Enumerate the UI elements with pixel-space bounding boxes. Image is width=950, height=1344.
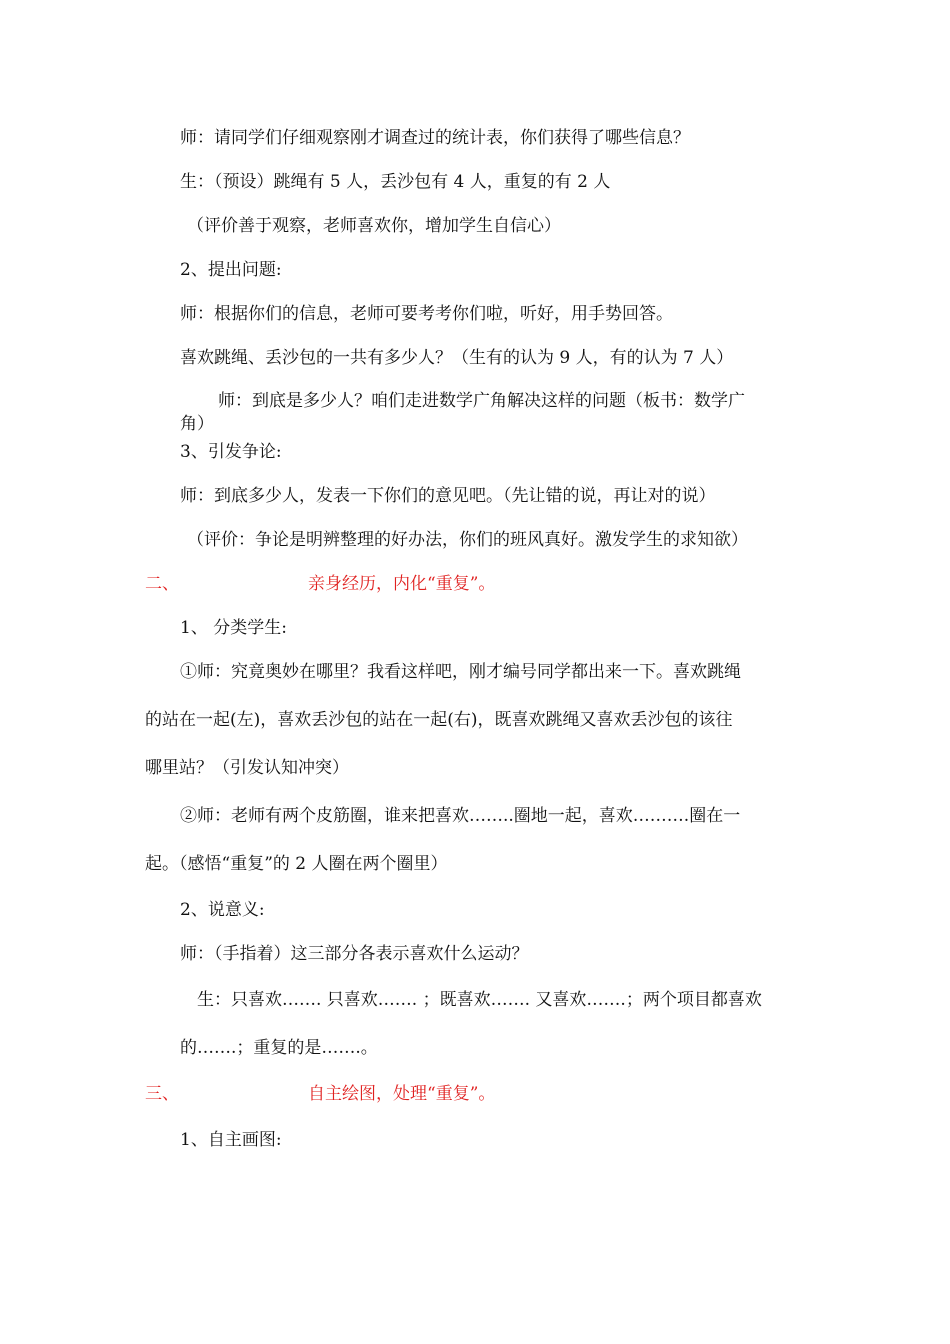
subheading-ask-question: 2、提出问题: bbox=[180, 260, 282, 280]
section-number-two: 二、 bbox=[145, 574, 179, 594]
paragraph-evaluation: （评价善于观察，老师喜欢你，增加学生自信心） bbox=[187, 216, 561, 236]
section-title-two: 亲身经历，内化“重复”。 bbox=[308, 574, 496, 594]
paragraph-evaluation-debate: （评价：争论是明辨整理的好办法，你们的班风真好。激发学生的求知欲） bbox=[187, 530, 748, 550]
paragraph-math-corner: 师：到底是多少人？咱们走进数学广角解决这样的问题（板书：数学广 bbox=[218, 391, 745, 411]
paragraph-three-parts: 师：（手指着）这三部分各表示喜欢什么运动？ bbox=[180, 944, 529, 964]
paragraph-mystery: ①师：究竟奥妙在哪里？我看这样吧，刚才编号同学都出来一下。喜欢跳绳 bbox=[180, 662, 741, 682]
paragraph-how-many: 喜欢跳绳、丢沙包的一共有多少人？（生有的认为 9 人，有的认为 7 人） bbox=[180, 348, 734, 368]
subheading-debate: 3、引发争论: bbox=[180, 442, 282, 462]
paragraph-teacher-test: 师：根据你们的信息，老师可要考考你们啦，听好，用手势回答。 bbox=[180, 304, 673, 324]
subheading-classify: 1、 分类学生: bbox=[180, 618, 287, 638]
section-title-three: 自主绘图，处理“重复”。 bbox=[308, 1084, 496, 1104]
paragraph-math-corner-cont: 角） bbox=[180, 414, 214, 434]
paragraph-student-explain: 生：只喜欢……. 只喜欢……. ；既喜欢……. 又喜欢…….；两个项目都喜欢 bbox=[197, 990, 762, 1010]
paragraph-rubber-bands-cont: 起。（感悟“重复”的 2 人圈在两个圈里） bbox=[145, 854, 448, 874]
paragraph-student-answer: 生：（预设）跳绳有 5 人，丢沙包有 4 人，重复的有 2 人 bbox=[180, 172, 611, 192]
section-number-three: 三、 bbox=[145, 1084, 179, 1104]
paragraph-teacher-opinion: 师：到底多少人，发表一下你们的意见吧。（先让错的说，再让对的说） bbox=[180, 486, 716, 506]
paragraph-rubber-bands: ②师：老师有两个皮筋圈，谁来把喜欢……..圈地一起，喜欢……….圈在一 bbox=[180, 806, 741, 826]
paragraph-teacher-question: 师：请同学们仔细观察刚才调查过的统计表，你们获得了哪些信息？ bbox=[180, 128, 690, 148]
subheading-meaning: 2、说意义: bbox=[180, 900, 265, 920]
paragraph-mystery-end: 哪里站？（引发认知冲突） bbox=[145, 758, 349, 778]
paragraph-mystery-cont: 的站在一起(左)，喜欢丢沙包的站在一起(右)，既喜欢跳绳又喜欢丢沙包的该往 bbox=[145, 710, 733, 730]
subheading-draw: 1、自主画图: bbox=[180, 1130, 282, 1150]
paragraph-student-explain-cont: 的…….；重复的是…….。 bbox=[180, 1038, 378, 1058]
